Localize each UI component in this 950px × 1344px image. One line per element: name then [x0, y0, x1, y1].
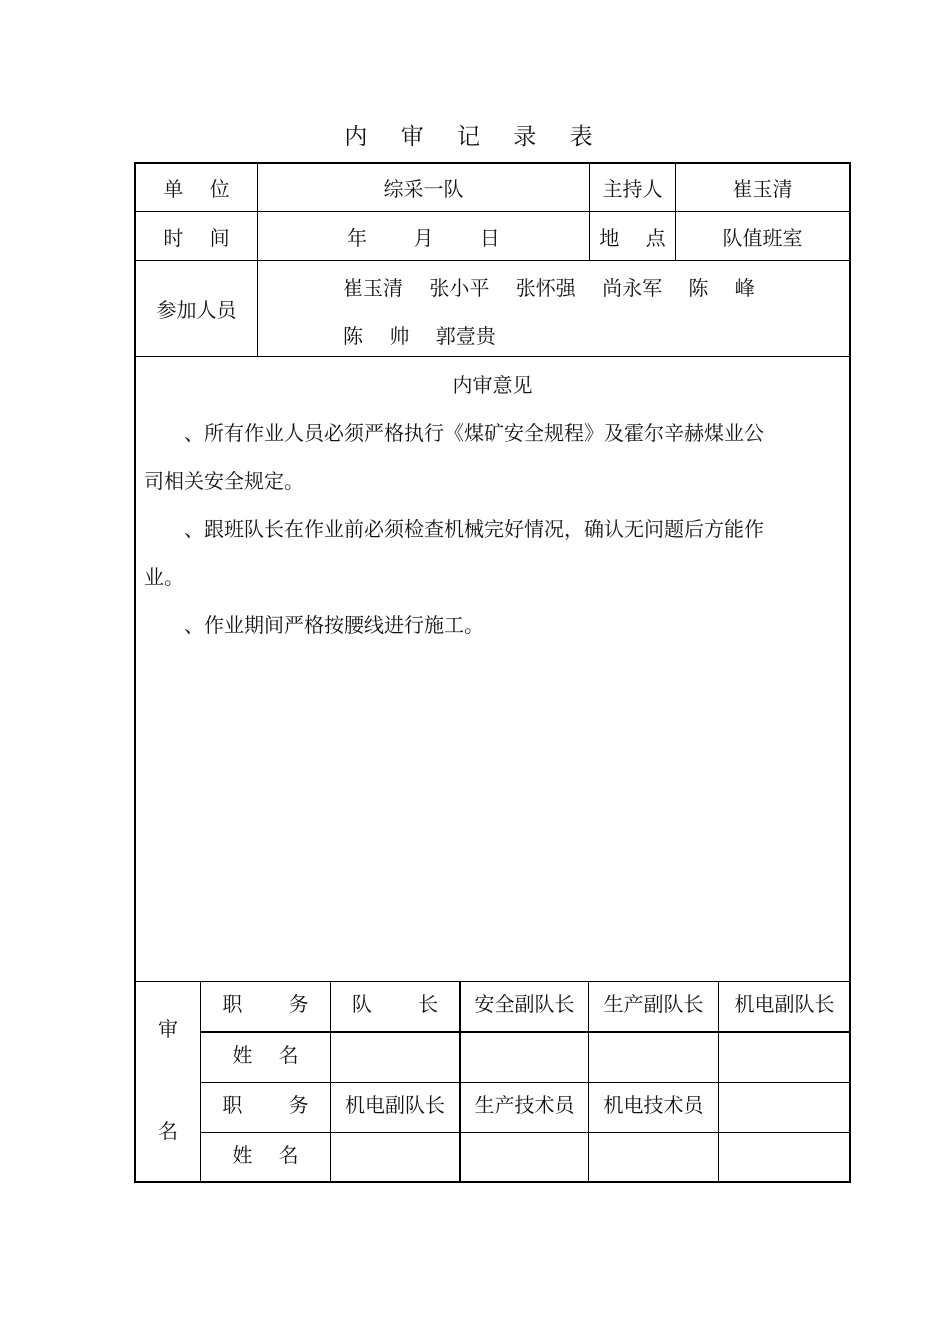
name-field[interactable] [589, 1133, 718, 1181]
name-field[interactable] [461, 1033, 588, 1082]
unit-label: 单 位 [163, 177, 230, 201]
participants-line-2: 陈 帅 郭壹贵 [343, 323, 496, 348]
signature-post: 机电副队长 [345, 1092, 445, 1117]
post-label: 职 务 [222, 1092, 309, 1117]
time-value: 年 月 日 [347, 225, 500, 250]
opinions-heading: 内审意见 [452, 372, 533, 397]
name-label: 姓 名 [232, 1042, 299, 1067]
opinion-item-3-line-1: 、作业期间严格按腰线进行施工。 [144, 613, 484, 637]
signature-post: 安全副队长 [474, 991, 575, 1016]
signature-post: 机电技术员 [603, 1092, 704, 1117]
signature-section-char: 审 [158, 1016, 178, 1041]
document-title: 内 审 记 录 表 [344, 124, 606, 150]
signature-post: 生产副队长 [603, 991, 704, 1016]
participants-line-1: 崔玉清 张小平 张怀强 尚永军 陈 峰 [343, 275, 755, 300]
unit-value: 综采一队 [383, 177, 464, 201]
opinions-body [144, 409, 844, 649]
signature-section-char: 名 [158, 1118, 178, 1143]
name-field[interactable] [719, 1133, 850, 1181]
signature-post: 机电副队长 [734, 991, 835, 1016]
post-label: 职 务 [222, 991, 309, 1016]
opinion-item-2-line-2: 业。 [144, 565, 184, 589]
host-label: 主持人 [602, 177, 663, 201]
name-field[interactable] [331, 1033, 459, 1082]
name-field[interactable] [589, 1033, 718, 1082]
name-field[interactable] [719, 1033, 850, 1082]
opinion-item-1-line-1: 、所有作业人员必须严格执行《煤矿安全规程》及霍尔辛赫煤业公 [144, 421, 764, 445]
participants-label: 参加人员 [156, 298, 237, 322]
row-divider [134, 356, 851, 357]
name-label: 姓 名 [232, 1142, 299, 1167]
time-label: 时 间 [163, 225, 230, 250]
host-value: 崔玉清 [732, 177, 793, 201]
signature-post: 队 长 [351, 991, 439, 1016]
place-label: 地 点 [599, 225, 666, 250]
signature-post [719, 1083, 850, 1123]
place-value: 队值班室 [722, 225, 803, 250]
signature-post: 生产技术员 [474, 1092, 575, 1117]
name-field[interactable] [461, 1133, 588, 1181]
opinion-item-1-line-2: 司相关安全规定。 [144, 469, 304, 493]
name-field[interactable] [331, 1133, 459, 1181]
opinion-item-2-line-1: 、跟班队长在作业前必须检查机械完好情况，确认无问题后方能作 [144, 517, 764, 541]
